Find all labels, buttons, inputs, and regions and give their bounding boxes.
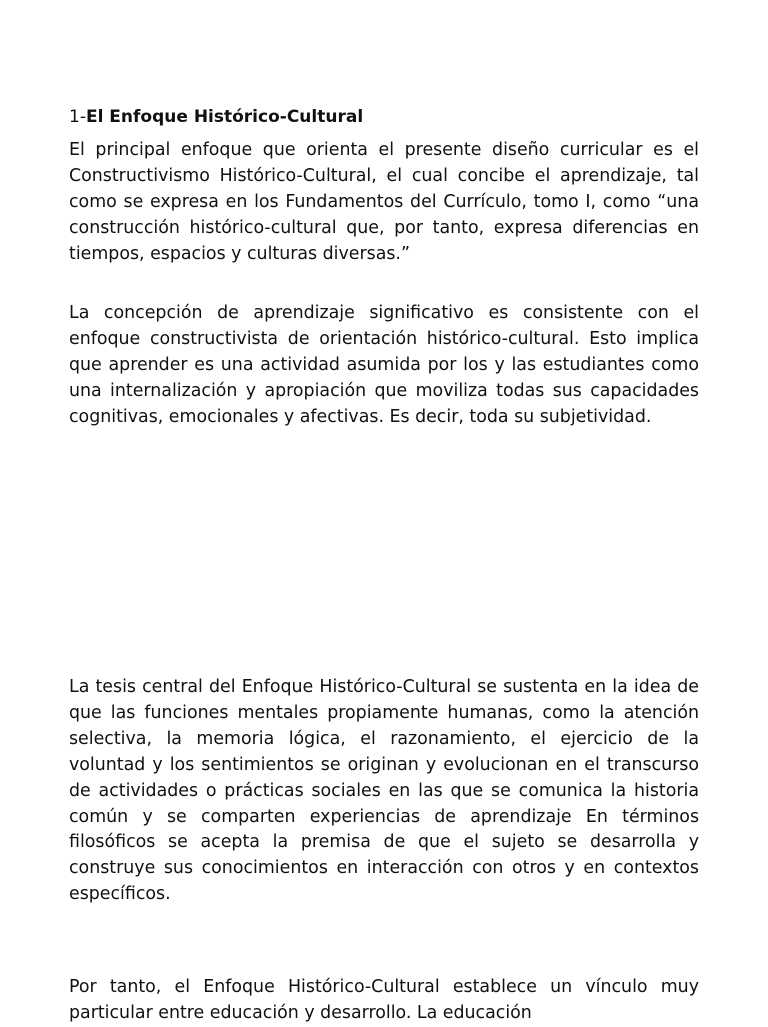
paragraph-2: La concepción de aprendizaje significativo es consistente con el enfoque constructivista de orientación histórico-cultural. Esto implica que aprender es una actividad asumida por los y las estudiantes como una internalización y apropiación que moviliza todas sus capacidades cognitivas, emocionales y afectivas. Es decir, toda su subjetividad. [69, 303, 699, 427]
paragraph-1: El principal enfoque que orienta el presente diseño curricular es el Constructivismo Histórico-Cultural, el cual concibe el aprendizaje, tal como se expresa en los Fundamentos del Currículo, tomo I, como “una construcción histórico-cultural que, por tanto, expresa diferencias en tiempos, espacios y culturas diversas.” [69, 140, 699, 264]
paragraph-3: La tesis central del Enfoque Histórico-Cultural se sustenta en la idea de que las funciones mentales propiamente humanas, como la atención selectiva, la memoria lógica, el razonamiento, el ejercicio de la voluntad y los sentimientos se originan y evolucionan en el transcurso de actividades o prácticas sociales en las que se comunica la historia común y se comparten experiencias de aprendizaje En términos filosóficos se acepta la premisa de que el sujeto se desarrolla y construye sus conocimientos en interacción con otros y en contextos específicos. [69, 677, 699, 905]
section-number: 1- [69, 107, 86, 127]
paragraph-4: Por tanto, el Enfoque Histórico-Cultural establece un vínculo muy particular entre educación y desarrollo. La educación [69, 977, 699, 1023]
section-heading [69, 106, 363, 128]
section-title: El Enfoque Histórico-Cultural [85, 107, 364, 127]
